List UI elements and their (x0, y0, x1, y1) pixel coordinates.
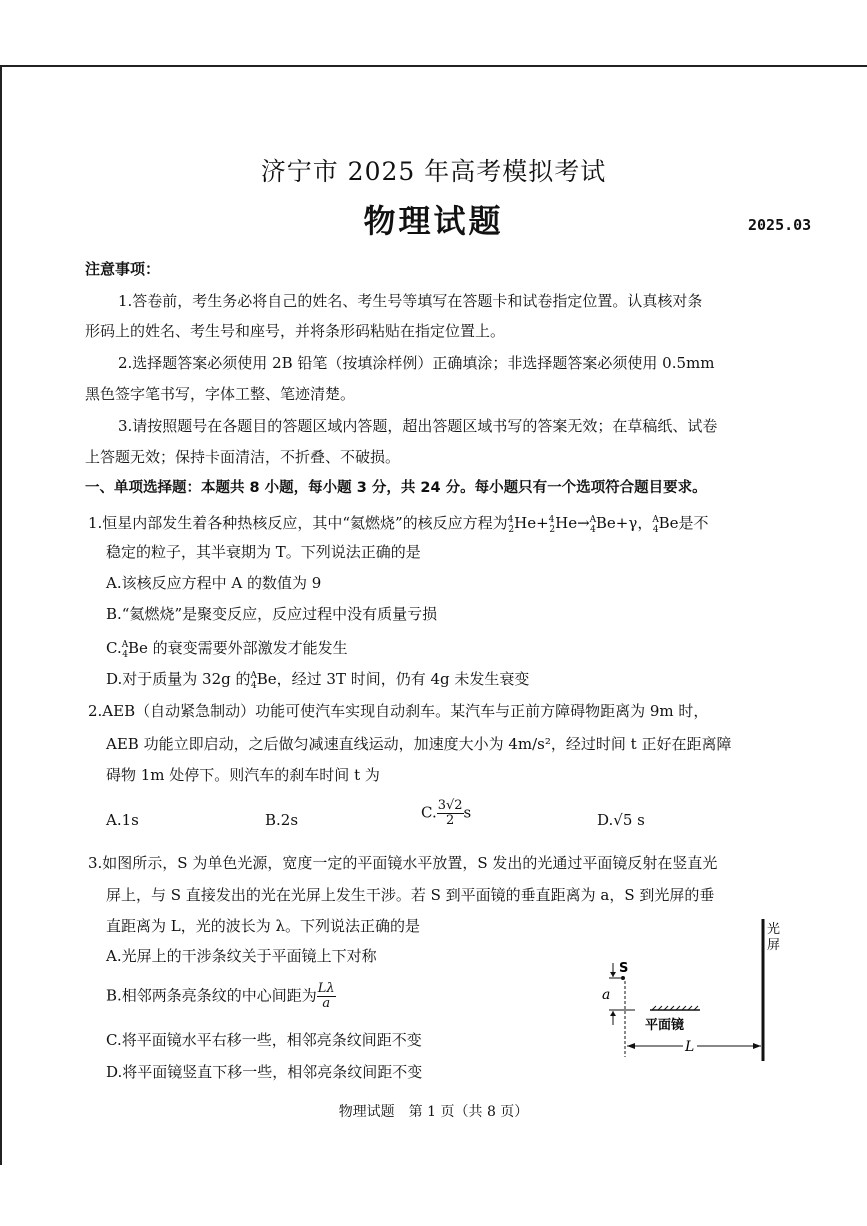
q1-option-c-text: Be 的衰变需要外部激发才能发生 (127, 639, 348, 657)
q1-stem-line-2: 稳定的粒子，其半衰期为 T。下列说法正确的是 (106, 543, 421, 561)
q1-option-c (106, 635, 348, 665)
q1-reaction-be: Be+γ， (595, 514, 653, 532)
q2-option-c (421, 799, 471, 828)
q2-option-a: A.1s (106, 811, 139, 829)
q3-stem-line-3: 直距离为 L，光的波长为 λ。下列说法正确的是 (106, 917, 421, 935)
q2-stem-line-2: AEB 功能立即启动，之后做匀减速直线运动，加速度大小为 4m/s²，经过时间 t 正好在距离障 (106, 735, 732, 753)
q1-option-d-text-2: Be，经过 3T 时间，仍有 4g 未发生衰变 (256, 670, 530, 688)
q1-reaction-he-2: He→ (555, 514, 590, 532)
nuclide-he-1: $^4_2$ (507, 515, 515, 535)
q3-option-b-numerator: Lλ (317, 981, 335, 996)
light-source-point (621, 976, 625, 980)
q2-option-c-label: C. (421, 803, 437, 822)
notice-item-3-line-2: 上答题无效；保持卡面清洁，不折叠、不破损。 (85, 448, 401, 466)
screen-label-1: 光 (767, 922, 781, 937)
page-footer: 物理试题 第 1 页（共 8 页） (338, 1104, 529, 1120)
q2-option-c-numerator: 3√2 (437, 798, 463, 813)
nuclide-he-2: $^4_2$ (548, 515, 556, 535)
q3-option-b-fraction (317, 982, 336, 1011)
q1-reaction-he-1: He+ (514, 514, 549, 532)
q3-option-b (106, 982, 336, 1011)
exam-date: 2025.03 (748, 216, 812, 234)
q1-stem-line-1 (88, 510, 708, 540)
notice-item-3-line-1: 3.请按照题号在各题目的答题区域内答题，超出答题区域书写的答案无效；在草稿纸、试卷 (118, 417, 718, 435)
a-arrowhead-upper (610, 972, 616, 977)
exam-title: 济宁市 2025 年高考模拟考试 (260, 157, 607, 186)
q3-stem-line-1: 3.如图所示，S 为单色光源，宽度一定的平面镜水平放置，S 发出的光通过平面镜反射在竖直光 (88, 854, 718, 872)
q2-stem-line-1: 2.AEB（自动紧急制动）功能可使汽车实现自动刹车。某汽车与正前方障碍物距离为 9m 时， (88, 702, 709, 720)
q1-stem-tail: Be是不 (658, 514, 709, 532)
section-heading-single-choice: 一、单项选择题：本题共 8 小题，每小题 3 分，共 24 分。每小题只有一个选项符合题目要求。 (85, 480, 707, 496)
q3-interference-figure (595, 915, 785, 1065)
notice-heading: 注意事项： (85, 260, 161, 278)
q2-option-c-denominator: 2 (445, 813, 455, 828)
q3-option-a: A.光屏上的干涉条纹关于平面镜上下对称 (106, 947, 377, 965)
q2-option-b: B.2s (265, 811, 299, 829)
q1-option-a: A.该核反应方程中 A 的数值为 9 (106, 574, 322, 592)
q2-option-c-unit: s (463, 803, 472, 822)
q3-option-b-denominator: a (322, 996, 331, 1011)
q1-option-d-text-1: D.对于质量为 32g 的 (106, 670, 251, 688)
exam-subject-title: 物理试题 (363, 202, 504, 240)
q2-option-c-fraction (437, 799, 464, 828)
a-arrowhead-lower (610, 1011, 616, 1016)
nuclide-be-3: $^A_4$ (121, 640, 129, 660)
q1-option-b: B.“氦燃烧”是聚变反应，反应过程中没有质量亏损 (106, 605, 438, 623)
q3-option-b-text: B.相邻两条亮条纹的中心间距为 (106, 986, 317, 1005)
a-label: a (602, 987, 611, 1003)
q2-stem-line-3: 碍物 1m 处停下。则汽车的刹车时间 t 为 (106, 766, 380, 784)
L-arrowhead-right (753, 1043, 761, 1049)
notice-item-1-line-2: 形码上的姓名、考生号和座号，并将条形码粘贴在指定位置上。 (85, 322, 506, 340)
q1-option-d (106, 666, 529, 696)
L-arrowhead-left (627, 1043, 635, 1049)
notice-item-2-line-2: 黑色签字笔书写，字体工整、笔迹清楚。 (85, 385, 356, 403)
nuclide-be-1: $^A_4$ (589, 515, 597, 535)
q3-option-c: C.将平面镜水平右移一些，相邻亮条纹间距不变 (106, 1031, 422, 1049)
q3-option-d: D.将平面镜竖直下移一些，相邻亮条纹间距不变 (106, 1063, 423, 1081)
notice-item-1-line-1: 1.答卷前，考生务必将自己的姓名、考生号等填写在答题卡和试卷指定位置。认真核对条 (118, 292, 703, 310)
q1-stem-text: 1.恒星内部发生着各种热核反应，其中“氦燃烧”的核反应方程为 (88, 514, 508, 532)
nuclide-be-2: $^A_4$ (652, 515, 659, 535)
nuclide-be-4: $^A_4$ (250, 671, 257, 691)
source-label: S (619, 961, 629, 976)
screen-label-2: 屏 (767, 938, 781, 953)
q2-option-d: D.√5 s (597, 811, 645, 829)
mirror-label: 平面镜 (645, 1018, 685, 1033)
q3-stem-line-2: 屏上，与 S 直接发出的光在光屏上发生干涉。若 S 到平面镜的垂直距离为 a，S 到光屏的垂 (106, 886, 715, 904)
notice-item-2-line-1: 2.选择题答案必须使用 2B 铅笔（按填涂样例）正确填涂；非选择题答案必须使用 0.5mm (118, 354, 715, 372)
q1-option-c-label: C. (106, 639, 122, 657)
page-frame-top (0, 65, 867, 67)
L-label: L (685, 1039, 695, 1055)
